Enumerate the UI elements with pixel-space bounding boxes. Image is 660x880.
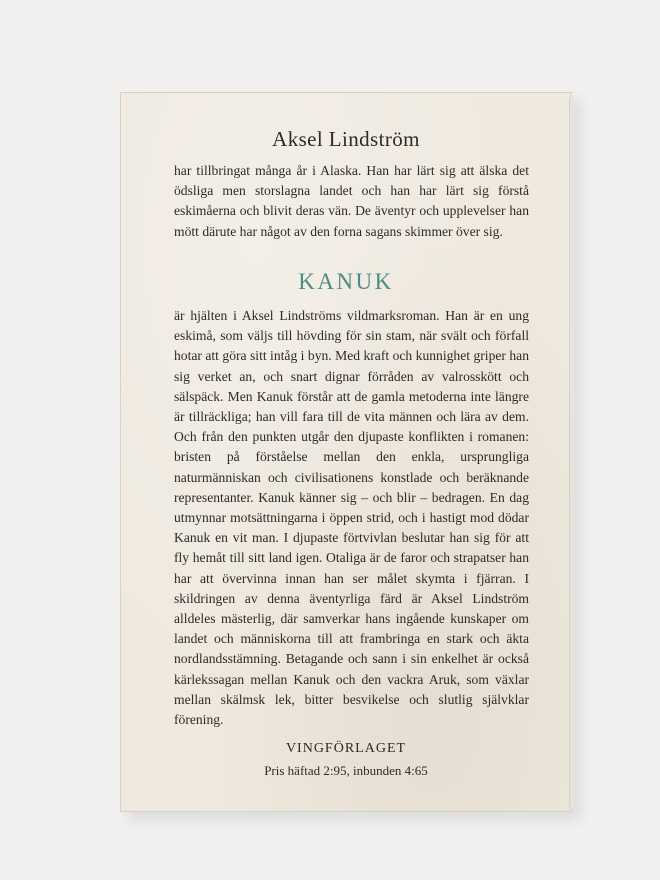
page-edge xyxy=(569,97,574,807)
book-title: KANUK xyxy=(298,269,394,294)
publisher-name: VINGFÖRLAGET xyxy=(285,741,407,756)
price-line: Pris häftad 2:95, inbunden 4:65 xyxy=(264,763,428,778)
book-back-cover xyxy=(120,92,572,812)
synopsis-paragraph: är hjälten i Aksel Lindströms vildmarksroman. Han är en ung eskimå, som väljs till hövding för sin stam, när svält och förfall hotar att göra sitt intåg i byn. Med kraft och kunnighet griper han sig verket an, och snart dignar förråden av valrosskött och sälspäck. Men Kanuk förstår att de gamla metoderna inte längre är tillräckliga; han vill fara till de vita männen och lära av dem. Och från den punkten utgår den djupaste konflikten i romanen: bristen på förståelse mellan den enkla, ursprungliga naturmänniskan och civilisationens konstlade och beräknande representanter. Kanuk känner sig – och blir – bedragen. En dag utmynnar motsättningarna i öppen strid, och i hastigt mod dödar Kanuk en vit man. I djupaste förtvivlan beslutar han sig för att fly hemåt till sitt land igen. Otaliga är de faror och strapatser han har att övervinna innan han ser målet skymta i fjärran. I skildringen av denna äventyrliga färd är Aksel Lindström alldeles mästerlig, där samverkar hans ingående kunskaper om landet och människorna till att frambringa en stark och äkta nordlandsstämning. Betagande och sann i sin enkelhet är också kärlekssagan mellan Kanuk och den vackra Aruk, som växlar mellan skälmsk lek, bitter besvikelse och slutlig självklar förening. xyxy=(174,308,529,728)
author-name: Aksel Lindström xyxy=(272,127,420,151)
intro-paragraph: har tillbringat många år i Alaska. Han har lärt sig att älska det ödsliga men storslagna landet och han har lärt sig förstå eskimåerna och blivit deras vän. De äventyr och upplevelser han mött därute har något av den forna sagans skimmer över sig. xyxy=(174,163,529,239)
